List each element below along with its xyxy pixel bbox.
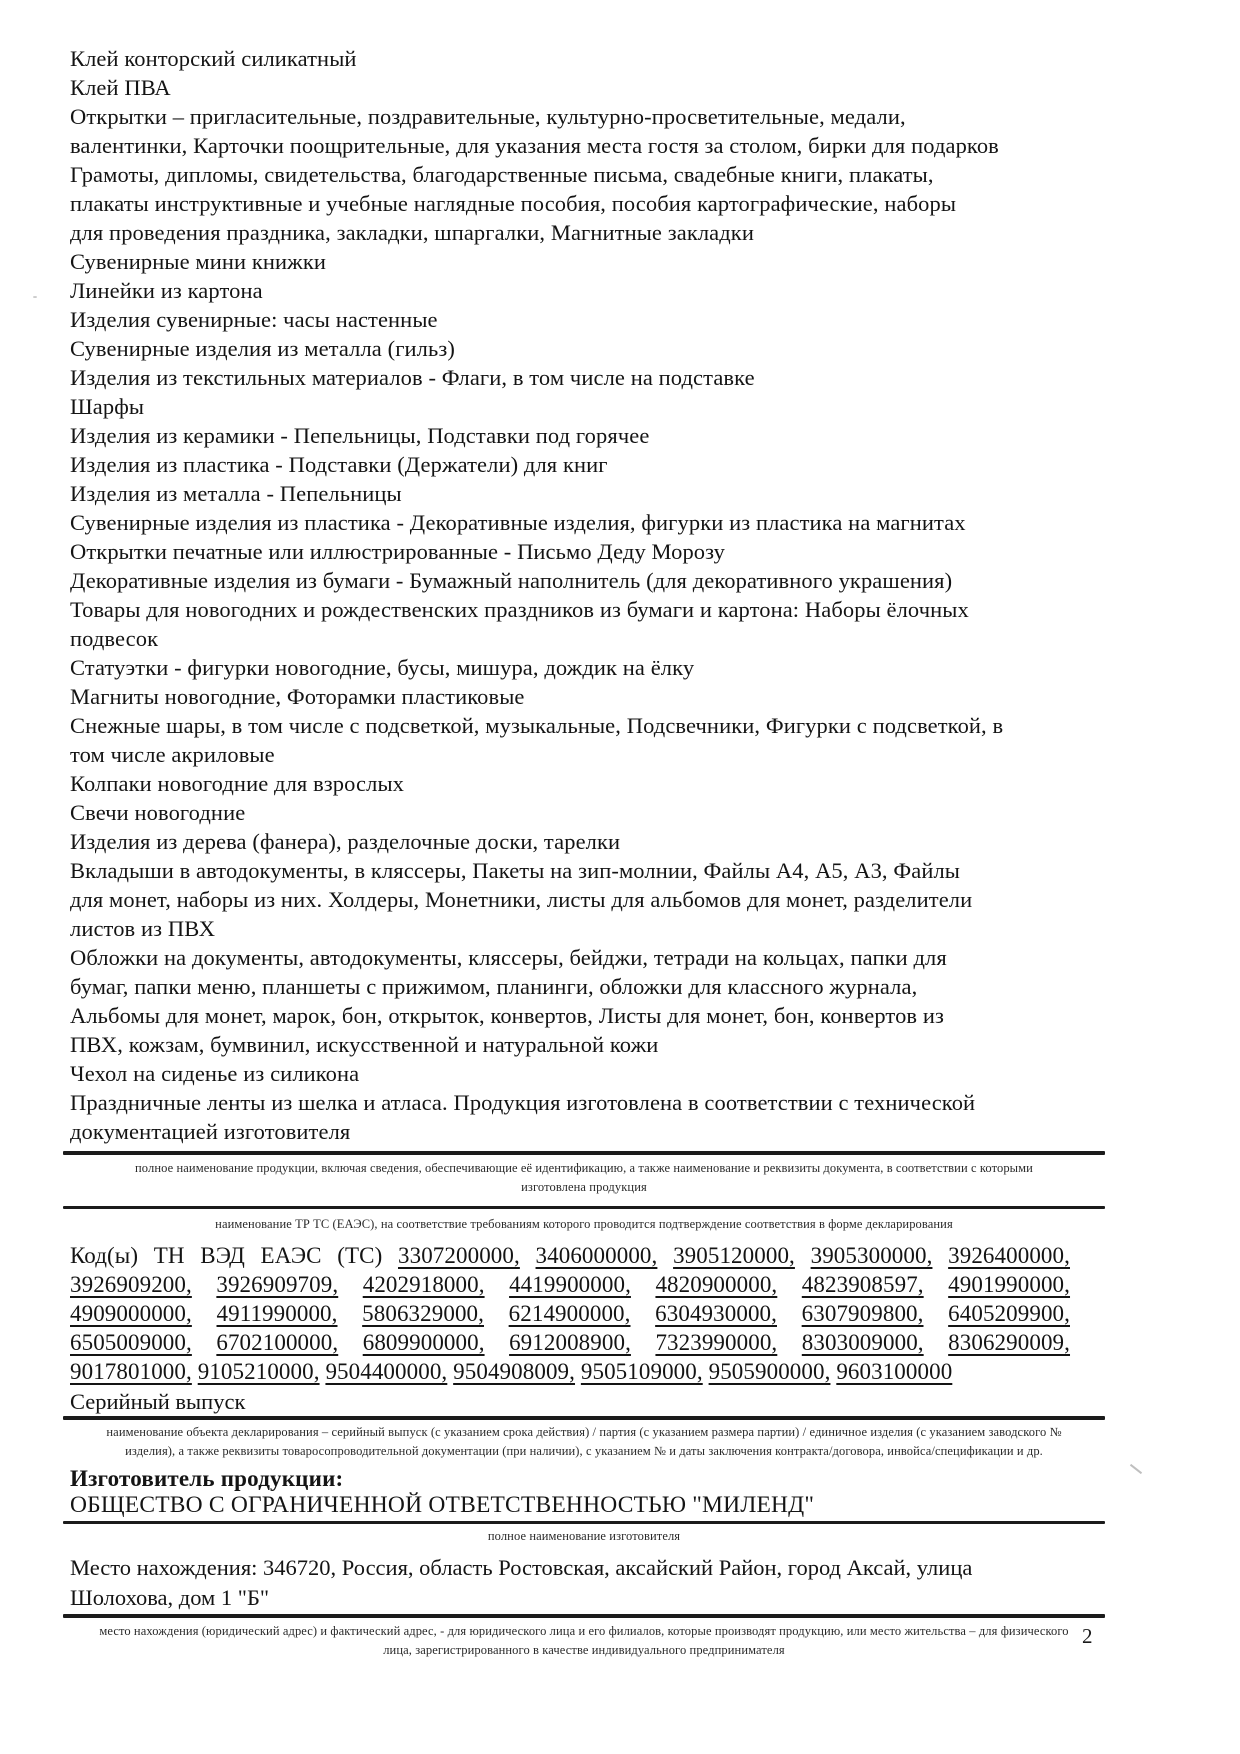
serial-release: Серийный выпуск (70, 1389, 246, 1414)
tn-ved-code: 4909000000, (70, 1301, 192, 1326)
product-line: Свечи новогодние (70, 800, 246, 825)
product-line: Вкладыши в автодокументы, в кляссеры, Пакеты на зип-молнии, Файлы А4, А5, А3, Файлы (70, 858, 961, 883)
product-line: документацией изготовителя (70, 1119, 351, 1144)
tn-ved-code: 4901990000, (948, 1272, 1071, 1297)
manufacturer-address-line: Место нахождения: 346720, Россия, область Ростовская, аксайский Район, город Аксай, улица (70, 1555, 973, 1580)
caption-tr-ts: наименование ТР ТС (ЕАЭС), на соответствие требованиям которого проводится подтверждение соответствия в форме декларирования (215, 1217, 953, 1231)
tn-ved-code: 3905300000, (810, 1243, 933, 1268)
tn-ved-code: 6505009000, (70, 1330, 192, 1355)
product-line: для проведения праздника, закладки, шпаргалки, Магнитные закладки (70, 220, 754, 245)
product-line: Обложки на документы, автодокументы, кляссеры, бейджи, тетради на кольцах, папки для (70, 945, 947, 970)
caption-wrap-declaration-object (63, 1423, 1105, 1461)
caption-wrap-product (63, 1159, 1105, 1197)
product-line: Статуэтки - фигурки новогодние, бусы, мишура, дождик на ёлку (70, 655, 695, 680)
product-line: Изделия сувенирные: часы настенные (70, 307, 438, 332)
caption-wrap-manufacturer-name (63, 1527, 1105, 1546)
product-line: Товары для новогодних и рождественских праздников из бумаги и картона: Наборы ёлочных (70, 597, 969, 622)
tn-ved-code: 6405209900, (948, 1301, 1070, 1326)
tn-ved-code: 3905120000, (673, 1243, 795, 1268)
tn-ved-code: 4911990000, (216, 1301, 338, 1326)
field-rule-tr-ts (63, 1206, 1105, 1210)
product-line: Грамоты, дипломы, свидетельства, благодарственные письма, свадебные книги, плакаты, (70, 162, 934, 187)
tn-ved-code: 9504908009, (453, 1359, 576, 1384)
product-line: Клей конторский силикатный (70, 46, 357, 71)
product-line: том числе акриловые (70, 742, 275, 767)
product-line: Сувенирные изделия из пластика - Декоративные изделия, фигурки из пластика на магнитах (70, 510, 966, 535)
manufacturer-heading: Изготовитель продукции: (70, 1465, 344, 1491)
product-line: плакаты инструктивные и учебные наглядные пособия, пособия картографические, наборы (70, 191, 957, 216)
product-line: бумаг, папки меню, планшеты с прижимом, планинги, обложки для классного журнала, (70, 974, 918, 999)
tn-ved-code: 6702100000, (216, 1330, 339, 1355)
tn-ved-code: 3926909200, (70, 1272, 192, 1297)
product-line: Альбомы для монет, марок, бон, открыток, конвертов, Листы для монет, бон, конвертов из (70, 1003, 944, 1028)
product-line: Снежные шары, в том числе с подсветкой, музыкальные, Подсвечники, Фигурки с подсветкой, в (70, 713, 1004, 738)
caption-address: место нахождения (юридический адрес) и фактический адрес, - для юридического лица и его филиалов, которые производят продукцию, или место жительства – для физического лица, зарегистрированного в качестве индивидуального предпринимателя (99, 1623, 1069, 1657)
tn-ved-code: 3926400000, (948, 1243, 1070, 1268)
product-line: Изделия из текстильных материалов - Флаги, в том числе на подставке (70, 365, 755, 390)
product-line: Клей ПВА (70, 75, 171, 100)
product-line: Открытки – пригласительные, поздравительные, культурно-просветительные, медали, (70, 104, 906, 129)
product-line: листов из ПВХ (70, 916, 216, 941)
product-line: для монет, наборы из них. Холдеры, Монетники, листы для альбомов для монет, разделители (70, 887, 973, 912)
product-line: Праздничные ленты из шелка и атласа. Продукция изготовлена в соответствии с технической (70, 1090, 976, 1115)
field-rule-declaration-object (63, 1416, 1105, 1420)
caption-wrap-address (63, 1622, 1105, 1660)
caption-product-name: полное наименование продукции, включая сведения, обеспечивающие её идентификацию, а также наименование и реквизиты документа, в соответствии с которыми изготовлена продукция (135, 1160, 1033, 1194)
tn-ved-code: 4202918000, (362, 1272, 485, 1297)
product-line: Шарфы (70, 394, 145, 419)
tn-ved-code: 6307909800, (801, 1301, 924, 1326)
product-line: Изделия из дерева (фанера), разделочные доски, тарелки (70, 829, 621, 854)
tn-ved-code: 9505900000, (708, 1359, 831, 1384)
tn-ved-code: 8306290009, (948, 1330, 1071, 1355)
tn-ved-code: 6214900000, (508, 1301, 631, 1326)
caption-manufacturer-name: полное наименование изготовителя (487, 1529, 681, 1543)
tn-ved-code: 6912008900, (509, 1330, 631, 1355)
tn-ved-code: 9603100000 (836, 1359, 953, 1384)
tn-ved-code: 8303009000, (801, 1330, 924, 1355)
product-line: подвесок (70, 626, 159, 651)
product-line: Изделия из керамики - Пепельницы, Подставки под горячее (70, 423, 650, 448)
tn-ved-code: 3406000000, (535, 1243, 658, 1268)
caption-declaration-object: наименование объекта декларирования – серийный выпуск (с указанием срока действия) / партия (с указанием размера партии) / единичное изделия (с указанием заводского № изделия), а также реквизиты товаросопроводительной документации (при наличии), с указанием № и даты заключения контракта/договора, инвойса/спецификации и др. (106, 1424, 1062, 1458)
tn-ved-code: 7323990000, (655, 1330, 778, 1355)
product-line: Открытки печатные или иллюстрированные - Письмо Деду Морозу (70, 539, 726, 564)
product-line: Колпаки новогодние для взрослых (70, 771, 405, 796)
product-line: ПВХ, кожзам, бумвинил, искусственной и натуральной кожи (70, 1032, 659, 1057)
caption-wrap-tr-ts (63, 1215, 1105, 1234)
scan-speck (33, 296, 37, 298)
product-line: Изделия из металла - Пепельницы (70, 481, 402, 506)
product-list (70, 44, 1120, 1146)
tn-ved-code: 3307200000, (398, 1243, 520, 1268)
field-rule-product (63, 1151, 1105, 1155)
tn-ved-code: 4820900000, (655, 1272, 778, 1297)
tn-ved-code: 4823908597, (801, 1272, 924, 1297)
product-line: валентинки, Карточки поощрительные, для указания места гостя за столом, бирки для подарков (70, 133, 999, 158)
product-line: Линейки из картона (70, 278, 263, 303)
manufacturer-name: ОБЩЕСТВО С ОГРАНИЧЕННОЙ ОТВЕТСТВЕННОСТЬЮ "МИЛЕНД" (70, 1491, 815, 1518)
product-line: Чехол на сиденье из силикона (70, 1061, 360, 1086)
product-line: Сувенирные изделия из металла (гильз) (70, 336, 455, 361)
tn-ved-code: 9504400000, (325, 1359, 448, 1384)
tn-ved-code: 9105210000, (197, 1359, 320, 1384)
tn-ved-code: 6304930000, (655, 1301, 777, 1326)
document-content (70, 44, 1120, 1660)
scan-pen-mark (1130, 1464, 1142, 1474)
tn-ved-code: 6809900000, (362, 1330, 485, 1355)
tn-ved-code: 4419900000, (509, 1272, 631, 1297)
product-line: Магниты новогодние, Фоторамки пластиковые (70, 684, 525, 709)
field-rule-manufacturer-name (63, 1521, 1105, 1525)
tn-ved-codes (70, 1241, 1070, 1386)
product-line: Декоративные изделия из бумаги - Бумажный наполнитель (для декоративного украшения) (70, 568, 953, 593)
page-number: 2 (1082, 1624, 1093, 1648)
tn-ved-code: 9505109000, (580, 1359, 703, 1384)
tn-ved-code: 5806329000, (362, 1301, 484, 1326)
field-rule-address (63, 1614, 1105, 1618)
tn-ved-code: 3926909709, (216, 1272, 339, 1297)
tn-ved-code: 9017801000, (70, 1359, 192, 1384)
manufacturer-address (70, 1553, 1120, 1612)
product-line: Сувенирные мини книжки (70, 249, 326, 274)
tn-ved-codes-prefix: Код(ы) ТН ВЭД ЕАЭС (ТС) (70, 1243, 383, 1268)
manufacturer-address-line: Шолохова, дом 1 "Б" (70, 1584, 270, 1610)
product-line: Изделия из пластика - Подставки (Держатели) для книг (70, 452, 608, 477)
